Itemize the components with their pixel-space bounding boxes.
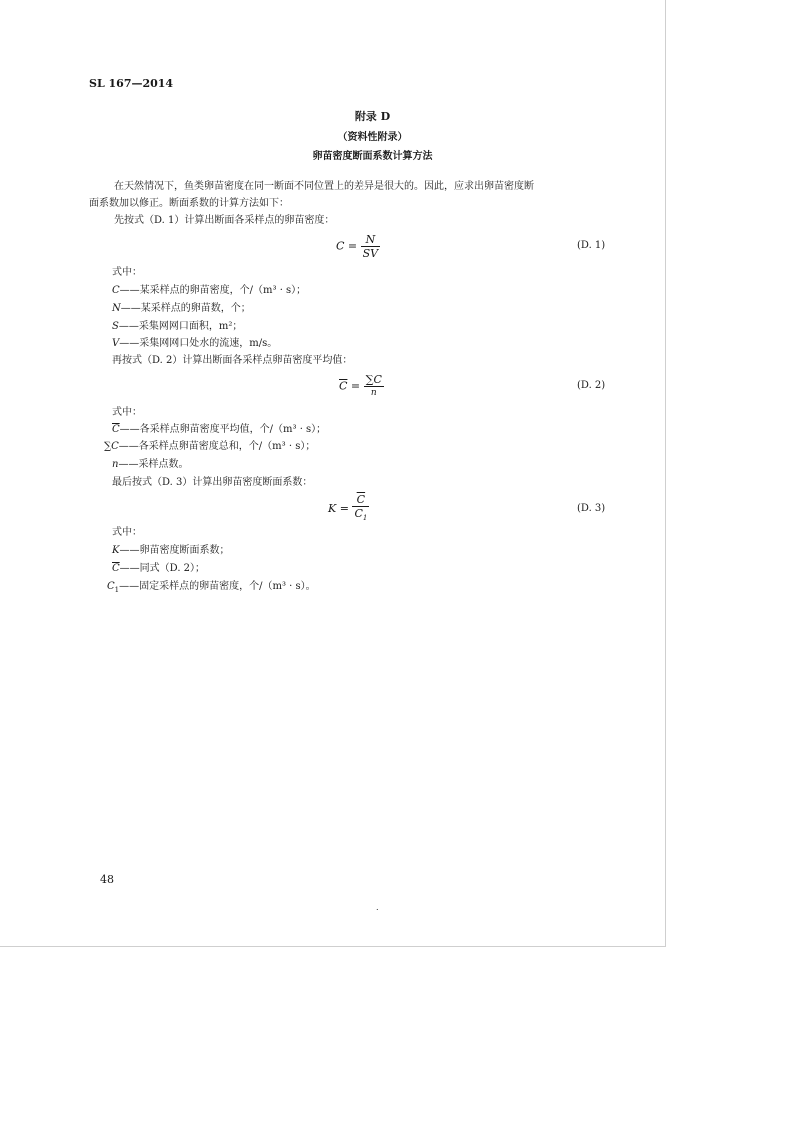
definition-item: [112, 541, 229, 560]
definition-text: ——采集网网口面积，m²；: [118, 321, 243, 332]
symbol: N: [112, 303, 121, 314]
symbol: V: [112, 338, 120, 349]
definition-text: ——同式（D. 2）；: [119, 563, 206, 574]
denominator: [352, 507, 369, 525]
footer-mark: .: [376, 903, 379, 912]
definition-text: ——各采样点卵苗密度平均值，个/（m³ · s）；: [119, 424, 327, 435]
definition-text: ——采集网网口处水的流速，m/s。: [119, 338, 278, 349]
equals-sign: =: [347, 379, 361, 393]
paragraph: 最后按式（D. 3）计算出卵苗密度断面系数：: [112, 477, 313, 488]
denominator-symbol: C: [354, 507, 363, 520]
definition-item: [112, 455, 188, 474]
symbol: $\overline{C}$: [112, 563, 120, 574]
symbol: ∑C: [104, 441, 119, 452]
equation-lhs: C =: [336, 239, 358, 253]
fraction: [364, 373, 384, 400]
definition-text: ——各采样点卵苗密度总和，个/（m³ · s）；: [118, 441, 316, 452]
symbol: K: [112, 545, 120, 556]
denominator-subscript: 1: [362, 514, 368, 523]
fraction: [361, 233, 380, 260]
definition-item: [112, 299, 251, 318]
appendix-title: 附录 D: [354, 110, 391, 123]
where-label: 式中：: [112, 407, 142, 418]
denominator: SV: [362, 247, 379, 260]
equation-number: (D. 3): [577, 503, 606, 514]
symbol: $\overline{C}$: [112, 424, 120, 435]
equation-d1: [336, 233, 380, 260]
equation-lhs: K =: [328, 502, 349, 516]
definition-item: [112, 281, 306, 300]
paragraph: 再按式（D. 2）计算出断面各采样点卵苗密度平均值：: [112, 355, 353, 366]
appendix-name: 卵苗密度断面系数计算方法: [312, 151, 433, 162]
equation-number: (D. 2): [577, 380, 606, 391]
equation-lhs: $\overline{C}$: [339, 379, 348, 393]
definition-text: ——固定采样点的卵苗密度，个/（m³ · s）。: [119, 581, 316, 592]
where-label: 式中：: [112, 527, 142, 538]
numerator: N: [361, 233, 380, 247]
denominator: n: [370, 388, 377, 398]
symbol: n: [112, 459, 119, 470]
definition-text: ——采样点数。: [118, 459, 189, 470]
appendix-type: （资料性附录）: [337, 132, 408, 143]
symbol-subscript: 1: [114, 586, 120, 594]
symbol: S: [112, 321, 119, 332]
definition-item: [107, 577, 316, 600]
fraction: [352, 493, 369, 525]
page-number: 48: [100, 873, 114, 886]
definition-text: ——某采样点的卵苗数，个；: [120, 303, 251, 314]
definition-text: ——卵苗密度断面系数；: [119, 545, 230, 556]
definition-item: [112, 559, 205, 578]
paragraph-line: 面系数加以修正。断面系数的计算方法如下：: [89, 198, 289, 209]
equation-d2: [339, 373, 384, 400]
paragraph-line: 在天然情况下，鱼类卵苗密度在同一断面不同位置上的差异是很大的。因此，应求出卵苗密度断: [114, 181, 534, 192]
where-label: 式中：: [112, 267, 142, 278]
definition-item: [104, 437, 315, 456]
definition-text: ——某采样点的卵苗密度，个/（m³ · s）；: [119, 285, 307, 296]
standard-number: SL 167—2014: [89, 77, 174, 90]
symbol: C: [107, 581, 115, 592]
symbol: C: [112, 285, 120, 296]
numerator: $\overline{C}$: [352, 493, 369, 507]
equation-d3: [328, 493, 369, 525]
paragraph: 先按式（D. 1）计算出断面各采样点的卵苗密度：: [114, 215, 335, 226]
equation-number: (D. 1): [577, 240, 606, 251]
numerator: ∑C: [365, 373, 382, 386]
